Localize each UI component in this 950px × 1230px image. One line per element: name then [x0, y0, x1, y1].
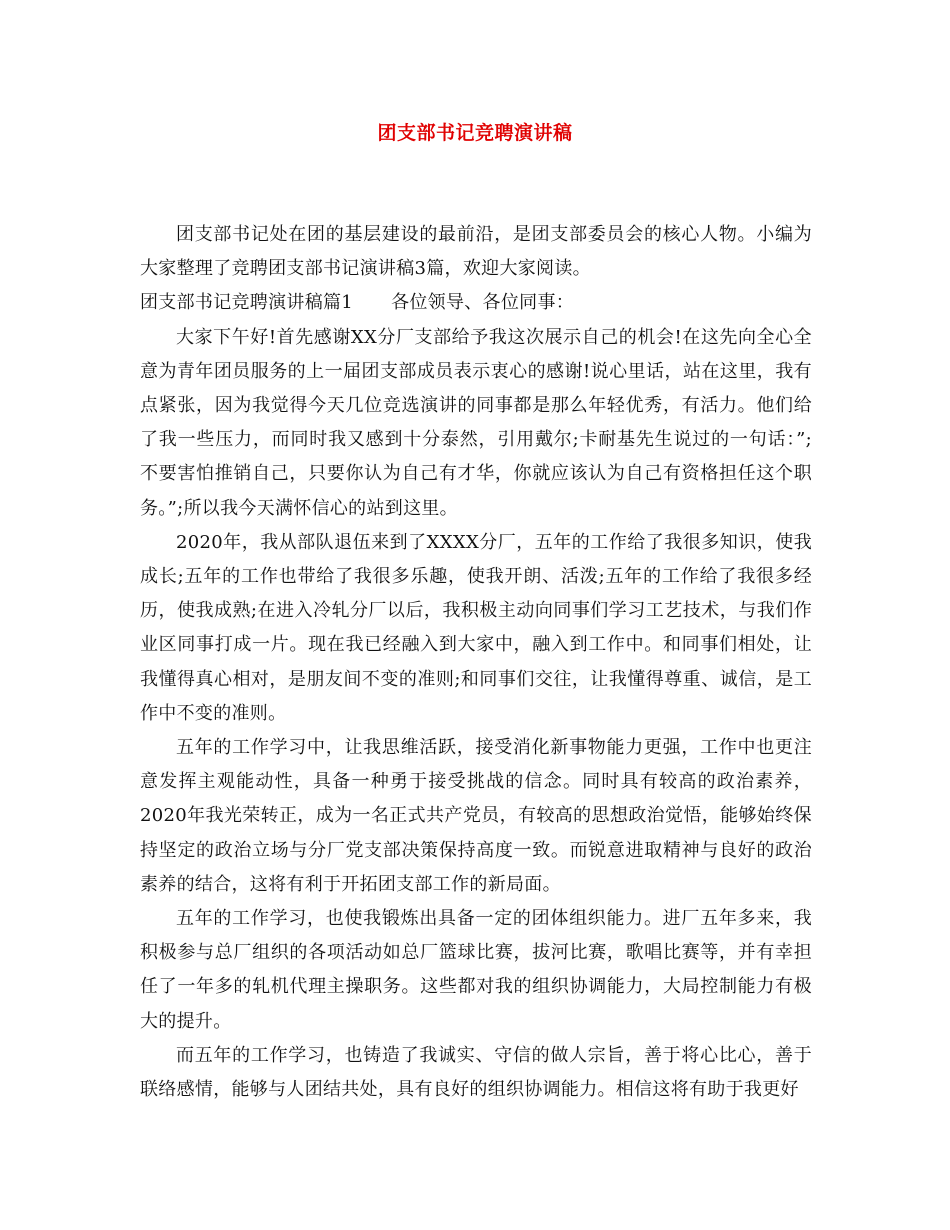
body-paragraph-1: 大家下午好!首先感谢XX分厂支部给予我这次展示自己的机会!在这先向全心全意为青年团员服务的上一届团支部成员表示衷心的感谢!说心里话，站在这里，我有点紧张，因为我觉得今天几位竞选演讲的同事都是那么年轻优秀，有活力。他们给了我一些压力，而同时我又感到十分泰然，引用戴尔;卡耐基先生说过的一句话：”;不要害怕推销自己，只要你认为自己有才华，你就应该认为自己有资格担任这个职务。”;所以我今天满怀信心的站到这里。	[140, 326, 812, 519]
body-paragraph-2: 2020年，我从部队退伍来到了XXXX分厂，五年的工作给了我很多知识，使我成长;五年的工作也带给了我很多乐趣，使我开朗、活泼;五年的工作给了我很多经历，使我成熟;在进入冷轧分厂以后，我积极主动向同事们学习工艺技术，与我们作业区同事打成一片。现在我已经融入到大家中，融入到工作中。和同事们相处，让我懂得真心相对，是朋友间不变的准则;和同事们交往，让我懂得尊重、诚信，是工作中不变的准则。	[140, 531, 812, 724]
document-title: 团支部书记竞聘演讲稿	[377, 122, 573, 144]
intro-paragraph: 团支部书记处在团的基层建设的最前沿，是团支部委员会的核心人物。小编为大家整理了竞聘团支部书记演讲稿3篇，欢迎大家阅读。	[140, 224, 812, 280]
greeting: 各位领导、各位同事：	[391, 292, 575, 314]
document-body	[140, 218, 812, 1107]
body-paragraph-3: 五年的工作学习中，让我思维活跃，接受消化新事物能力更强，工作中也更注意发挥主观能动性，具备一种勇于接受挑战的信念。同时具有较高的政治素养，2020年我光荣转正，成为一名正式共产党员，有较高的思想政治觉悟，能够始终保持坚定的政治立场与分厂党支部决策保持高度一致。而锐意进取精神与良好的政治素养的结合，这将有利于开拓团支部工作的新局面。	[140, 737, 812, 895]
section-heading: 团支部书记竞聘演讲稿篇1	[140, 292, 354, 314]
body-paragraph-4: 五年的工作学习，也使我锻炼出具备一定的团体组织能力。进厂五年多来，我积极参与总厂组织的各项活动如总厂篮球比赛，拔河比赛，歌唱比赛等，并有幸担任了一年多的轧机代理主操职务。这些都对我的组织协调能力，大局控制能力有极大的提升。	[140, 908, 812, 1032]
body-paragraph-5: 而五年的工作学习，也铸造了我诚实、守信的做人宗旨，善于将心比心，善于联络感情，能够与人团结共处，具有良好的组织协调能力。相信这将有助于我更好	[140, 1044, 812, 1101]
section-heading-line	[140, 286, 812, 320]
